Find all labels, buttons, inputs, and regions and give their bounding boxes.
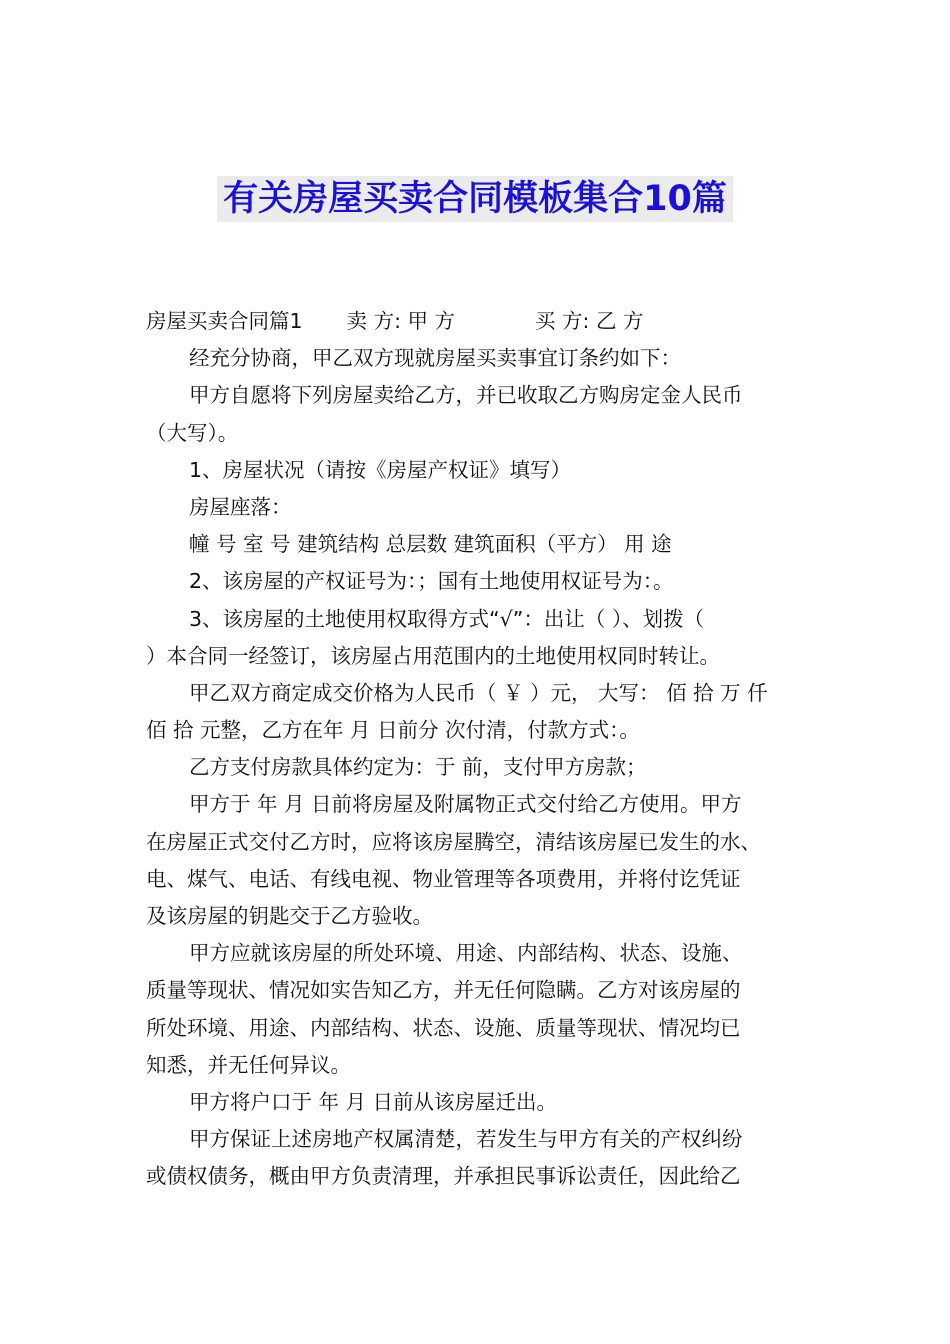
title-container [0, 176, 950, 222]
text-line: 或债权债务，概由甲方负责清理，并承担民事诉讼责任，因此给乙 [146, 1164, 741, 1189]
text-line: 甲方于 年 月 日前将房屋及附属物正式交付给乙方使用。甲方 [189, 792, 742, 817]
text-line: 所处环境、用途、内部结构、状态、设施、质量等现状、情况均已 [146, 1015, 741, 1040]
text-line: 在房屋正式交付乙方时，应将该房屋腾空，清结该房屋已发生的水、 [146, 829, 761, 854]
text-line: 2、该房屋的产权证号为：；国有土地使用权证号为：。 [189, 569, 674, 594]
text-line: 乙方支付房款具体约定为：于 前，支付甲方房款； [189, 755, 647, 780]
text-line: 知悉，并无任何异议。 [146, 1052, 351, 1077]
text-line: 甲方自愿将下列房屋卖给乙方，并已收取乙方购房定金人民币 [189, 383, 743, 408]
paragraph-lines [146, 340, 810, 1195]
document-body [146, 303, 810, 1196]
buyer-label: 买 方: 乙 方 [535, 309, 644, 333]
text-line: 甲乙双方商定成交价格为人民币（ ￥ ）元， 大写： 佰 拾 万 仟 [189, 680, 768, 705]
text-line: 甲方应就该房屋的所处环境、用途、内部结构、状态、设施、 [189, 941, 743, 966]
text-line: 1、房屋状况（请按《房屋产权证》填写） [189, 457, 572, 482]
text-line: 佰 拾 元整，乙方在年 月 日前分 次付清，付款方式：。 [146, 718, 640, 743]
contract-label: 房屋买卖合同篇1 [146, 309, 303, 333]
document-title: 有关房屋买卖合同模板集合10篇 [217, 176, 733, 222]
text-line: （大写）。 [146, 420, 239, 445]
text-line: 房屋座落： [189, 494, 292, 519]
contract-header-line [146, 303, 810, 340]
text-line: 电、煤气、电话、有线电视、物业管理等各项费用，并将付讫凭证 [146, 866, 741, 891]
text-line: 质量等现状、情况如实告知乙方，并无任何隐瞒。乙方对该房屋的 [146, 978, 741, 1003]
text-line: 甲方将户口于 年 月 日前从该房屋迁出。 [189, 1089, 558, 1114]
text-line: 经充分协商，甲乙双方现就房屋买卖事宜订条约如下： [189, 346, 681, 371]
text-line: 幢 号 室 号 建筑结构 总层数 建筑面积（平方） 用 途 [189, 532, 672, 557]
text-line: ）本合同一经签订，该房屋占用范围内的土地使用权同时转让。 [146, 643, 720, 668]
seller-label: 卖 方: 甲 方 [346, 309, 456, 333]
text-line: 3、该房屋的土地使用权取得方式“√”：出让（ ）、划拨（ [189, 606, 705, 631]
text-line: 及该房屋的钥匙交于乙方验收。 [146, 904, 433, 928]
text-line: 甲方保证上述房地产权属清楚，若发生与甲方有关的产权纠纷 [189, 1127, 743, 1152]
